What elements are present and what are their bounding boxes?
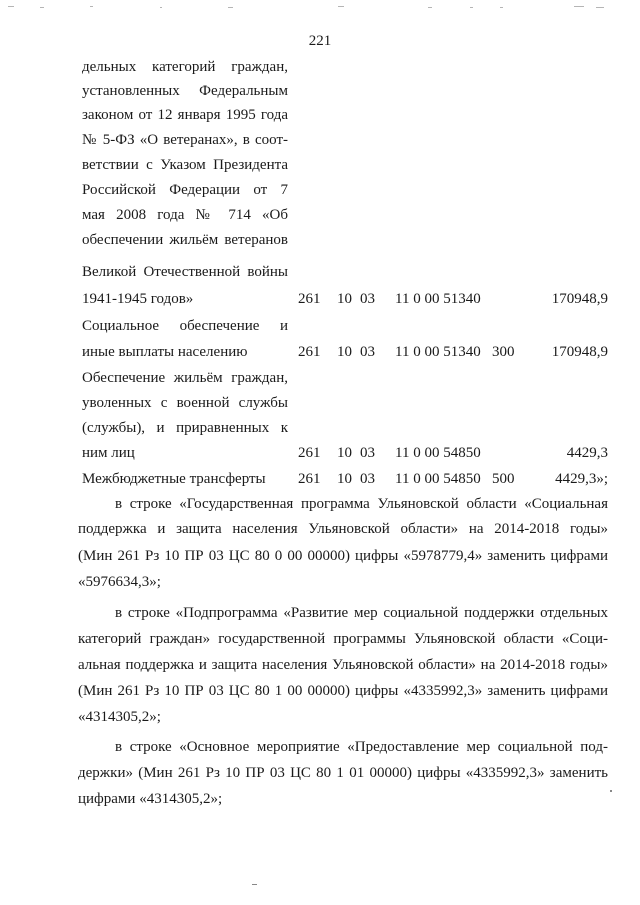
cell-pr: 03 — [360, 291, 375, 307]
cell-min: 261 — [298, 291, 321, 307]
paragraph-line: в строке «Государственная программа Ульяновской области «Социальная — [115, 496, 608, 512]
cell-sum: 170948,9 — [551, 344, 608, 360]
cell-cs: 11 0 00 54850 — [395, 471, 481, 487]
paragraph-line: держки» (Мин 261 Рз 10 ПР 03 ЦС 80 1 01 00000) цифры «4335992,3» заменить — [78, 765, 608, 781]
row-name-line: законом от 12 января 1995 года — [82, 107, 288, 123]
paragraph-line: поддержка и защита населения Ульяновской области» на 2014-2018 годы» — [78, 521, 608, 537]
paragraph-line: альная поддержка и защита населения Ульяновской области» на 2014-2018 годы» — [78, 657, 608, 673]
cell-cs: 11 0 00 54850 — [395, 445, 481, 461]
row-name-line: уволенных с военной службы — [82, 395, 288, 411]
cell-rz: 10 — [337, 471, 352, 487]
paragraph-line: категорий граждан» государственной программы Ульяновской области «Соци- — [78, 631, 608, 647]
cell-sum: 4429,3 — [566, 445, 608, 461]
row-name-line: Межбюджетные трансферты — [82, 471, 266, 487]
scan-speck — [610, 790, 612, 792]
row-name-line: установленных Федеральным — [82, 83, 288, 99]
paragraph-line: (Мин 261 Рз 10 ПР 03 ЦС 80 1 00 00000) цифры «4335992,3» заменить цифрами — [78, 683, 608, 699]
row-name-line: обеспечении жильём ветеранов — [82, 232, 288, 248]
cell-rz: 10 — [337, 291, 352, 307]
cell-pr: 03 — [360, 471, 375, 487]
paragraph-line: цифрами «4314305,2»; — [78, 791, 223, 807]
cell-vr: 500 — [492, 471, 515, 487]
row-name-line: № 5-ФЗ «О ветеранах», в соот- — [82, 132, 288, 148]
paragraph-line: «5976634,3»; — [78, 574, 161, 590]
row-name-line: иные выплаты населению — [82, 344, 248, 360]
cell-min: 261 — [298, 445, 321, 461]
cell-vr: 300 — [492, 344, 515, 360]
row-name-line: (службы), и приравненных к — [82, 420, 288, 436]
row-name-line: Обеспечение жильём граждан, — [82, 370, 288, 386]
row-name-line: Российской Федерации от 7 — [82, 182, 288, 198]
cell-min: 261 — [298, 471, 321, 487]
row-name-line: 1941-1945 годов» — [82, 291, 194, 307]
page-number: 221 — [308, 33, 332, 49]
paragraph-line: «4314305,2»; — [78, 709, 161, 725]
row-name-line: Социальное обеспечение и — [82, 318, 288, 334]
cell-sum: 170948,9 — [551, 291, 608, 307]
cell-sum: 4429,3»; — [555, 471, 608, 487]
cell-pr: 03 — [360, 344, 375, 360]
cell-rz: 10 — [337, 344, 352, 360]
cell-min: 261 — [298, 344, 321, 360]
scan-speck — [252, 884, 257, 885]
cell-pr: 03 — [360, 445, 375, 461]
paragraph-line: (Мин 261 Рз 10 ПР 03 ЦС 80 0 00 00000) цифры «5978779,4» заменить цифрами — [78, 548, 608, 564]
row-name-line: ветствии с Указом Президента — [82, 157, 288, 173]
paragraph-line: в строке «Подпрограмма «Развитие мер социальной поддержки отдельных — [115, 605, 608, 621]
row-name-line: дельных категорий граждан, — [82, 59, 288, 75]
cell-cs: 11 0 00 51340 — [395, 291, 481, 307]
row-name-line: мая 2008 года № 714 «Об — [82, 207, 288, 223]
cell-cs: 11 0 00 51340 — [395, 344, 481, 360]
scan-artifacts — [0, 0, 640, 20]
row-name-line: ним лиц — [82, 445, 135, 461]
cell-rz: 10 — [337, 445, 352, 461]
paragraph-line: в строке «Основное мероприятие «Предоставление мер социальной под- — [115, 739, 608, 755]
row-name-line: Великой Отечественной войны — [82, 264, 288, 280]
